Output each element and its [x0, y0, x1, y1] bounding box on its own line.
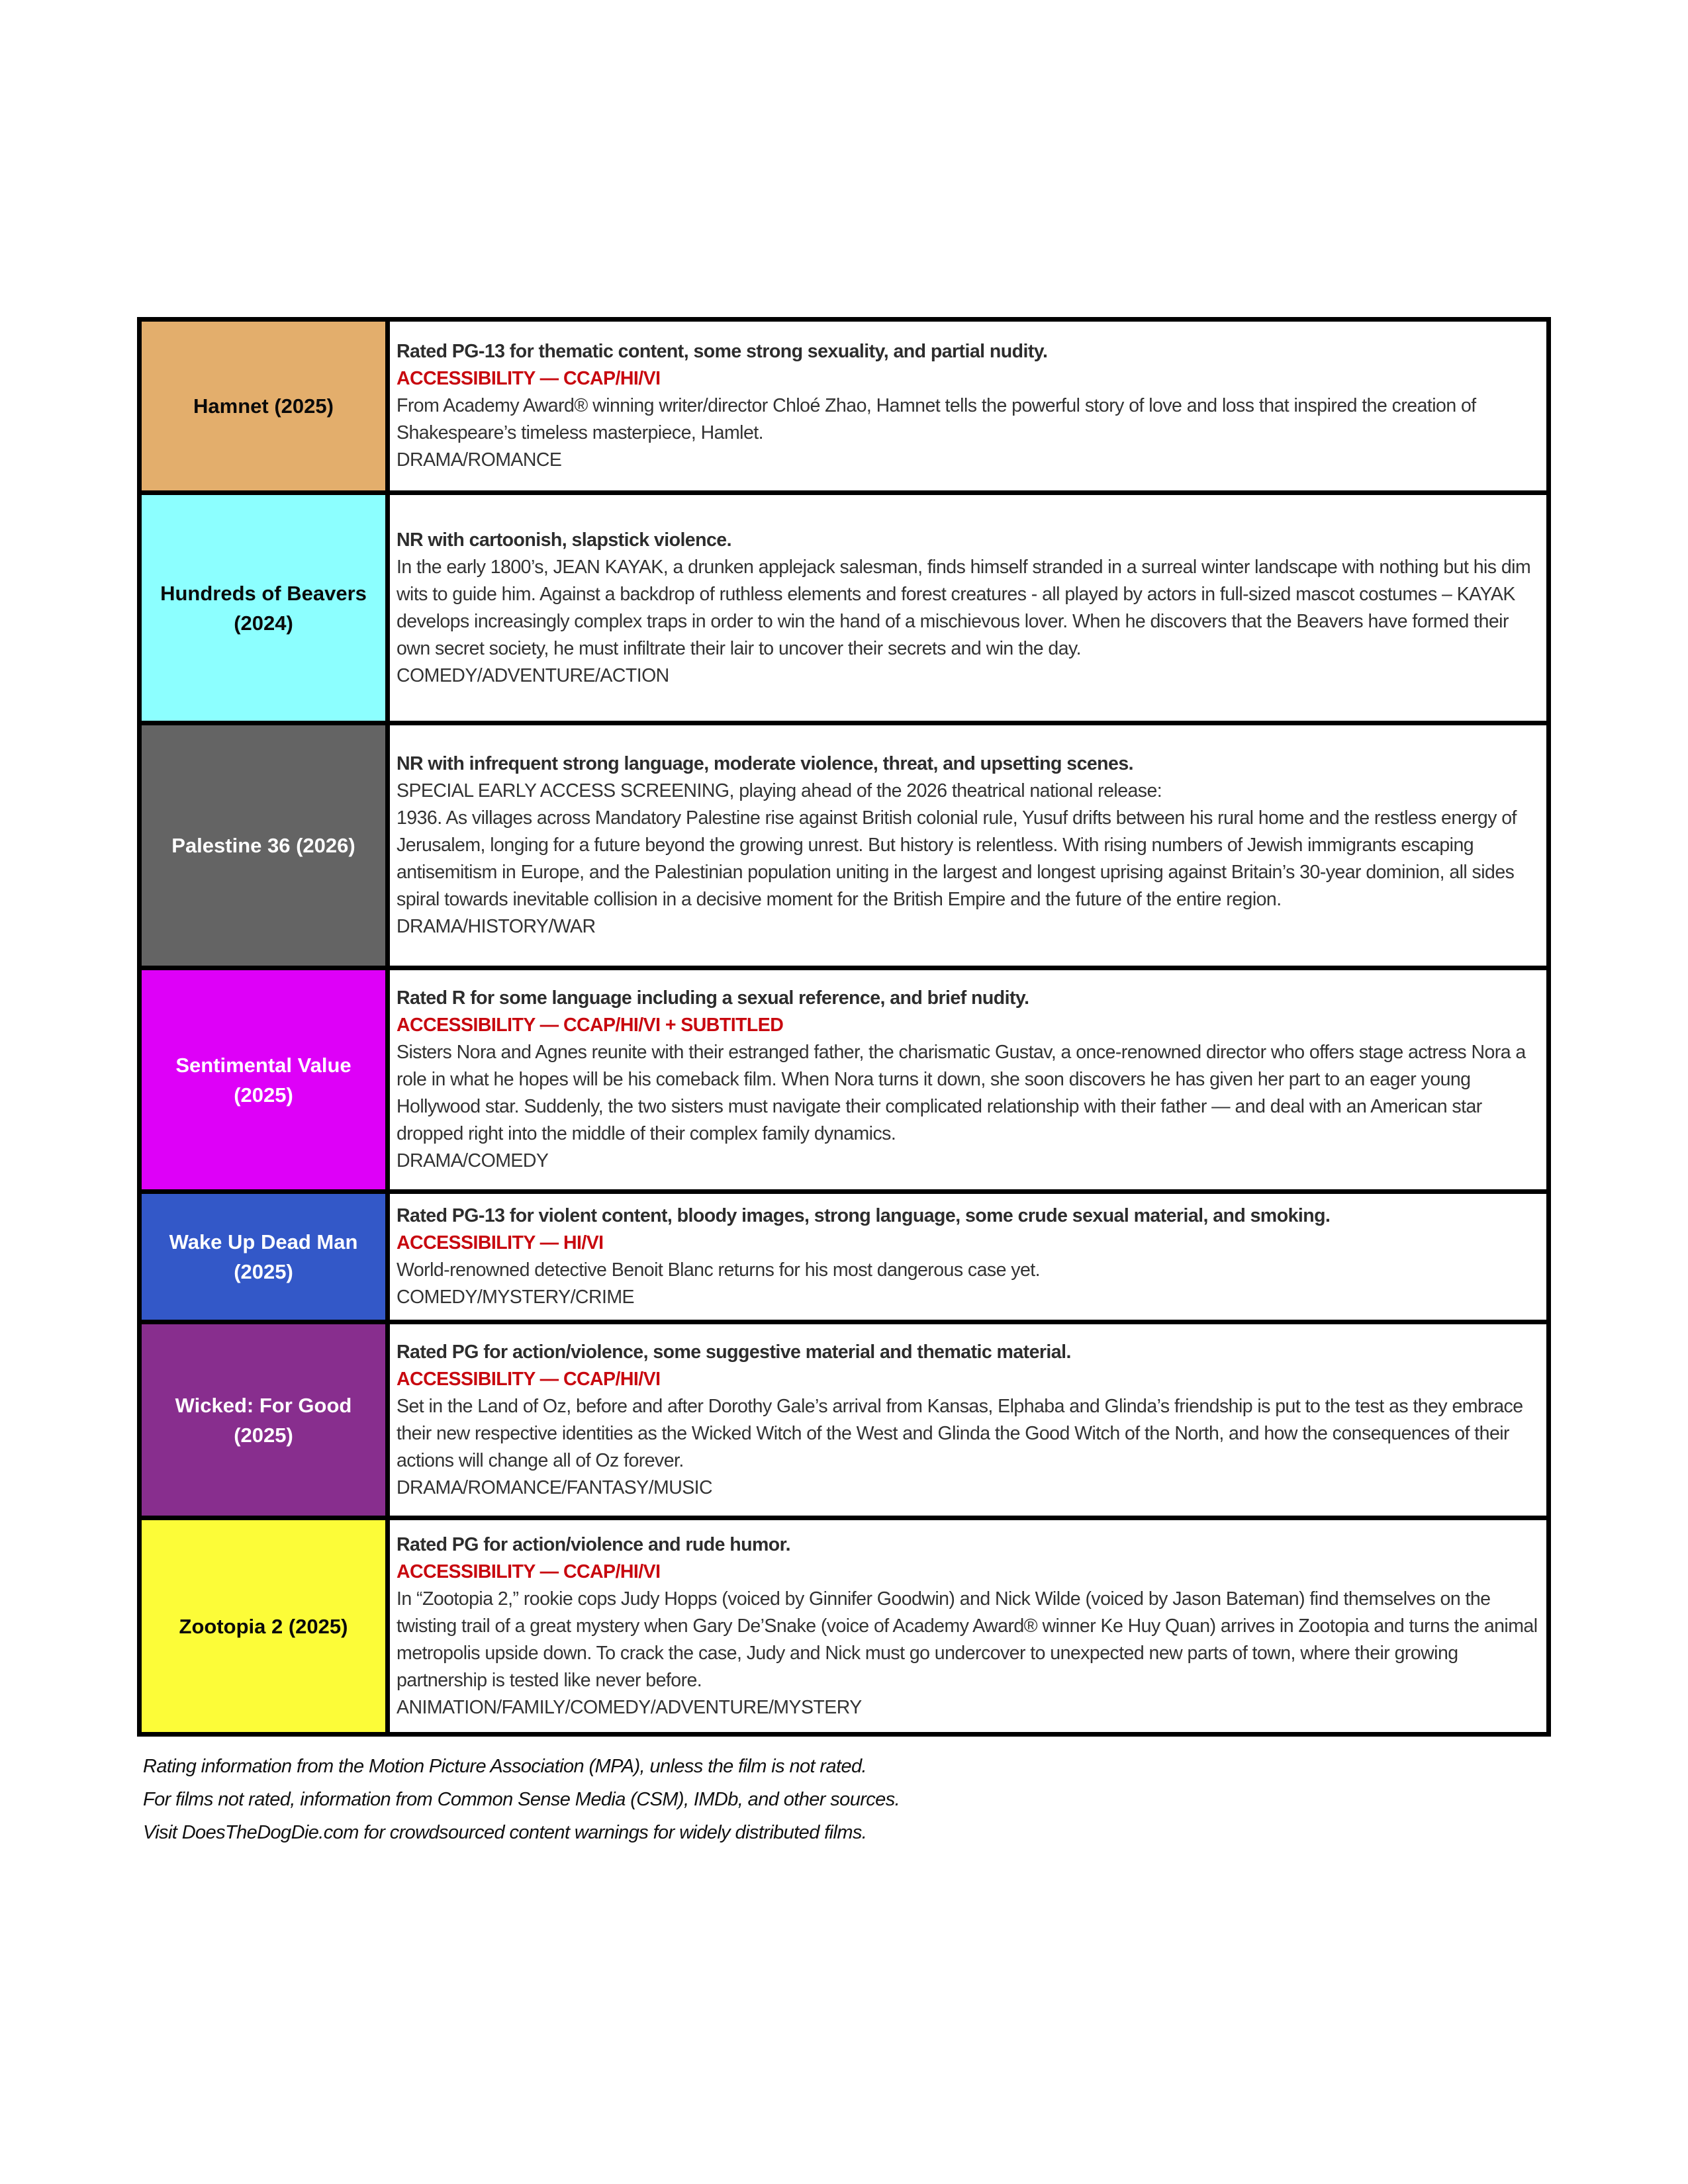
film-rating: Rated R for some language including a sexual reference, and brief nudity.: [397, 987, 1029, 1009]
footnote-line-mpa: Rating information from the Motion Picture Association (MPA), unless the film is not rated.: [143, 1756, 867, 1777]
film-title: Zootopia 2 (2025): [179, 1614, 348, 1638]
film-title-cell: [142, 1324, 390, 1516]
film-genres: DRAMA/ROMANCE: [397, 449, 562, 471]
film-title-line: (2024): [234, 611, 293, 635]
film-accessibility: ACCESSIBILITY — HI/VI: [397, 1232, 604, 1253]
film-title-cell: [142, 1194, 390, 1320]
film-row-palestine-36: [142, 721, 1546, 966]
film-details: [390, 1324, 1546, 1516]
film-title: Hamnet (2025): [193, 394, 334, 418]
film-title-line: Hundreds of Beavers: [160, 581, 367, 605]
film-row-hamnet: [142, 322, 1546, 490]
film-row-wake-up-dead-man: [142, 1189, 1546, 1320]
film-rating: Rated PG for action/violence and rude humor.: [397, 1533, 790, 1555]
film-title-cell: [142, 1520, 390, 1732]
film-genres: DRAMA/HISTORY/WAR: [397, 916, 596, 937]
film-details: [390, 725, 1546, 966]
film-rating: NR with infrequent strong language, moderate violence, threat, and upsetting scenes.: [397, 753, 1133, 774]
film-genres: ANIMATION/FAMILY/COMEDY/ADVENTURE/MYSTERY: [397, 1696, 862, 1718]
film-row-zootopia-2: [142, 1516, 1546, 1732]
film-description: Set in the Land of Oz, before and after Dorothy Gale’s arrival from Kansas, Elphaba and Glinda’s friendship is put to the test as they embrace their new respective identities as the Wicked Witch of the West and Glinda the Good Witch of the North, and how the consequences of their actions will change all of Oz forever.: [397, 1395, 1523, 1471]
film-title-line: Sentimental Value: [175, 1053, 352, 1077]
film-rating: Rated PG-13 for thematic content, some strong sexuality, and partial nudity.: [397, 341, 1048, 362]
film-row-hundreds-of-beavers: [142, 490, 1546, 721]
film-description: World-renowned detective Benoit Blanc returns for his most dangerous case yet.: [397, 1259, 1041, 1281]
film-accessibility: ACCESSIBILITY — CCAP/HI/VI + SUBTITLED: [397, 1015, 784, 1036]
film-row-wicked-for-good: [142, 1320, 1546, 1516]
film-title-line: (2025): [234, 1423, 293, 1447]
film-screening-note: SPECIAL EARLY ACCESS SCREENING, playing ahead of the 2026 theatrical national release:: [397, 780, 1162, 801]
film-details: [390, 1520, 1546, 1732]
film-description: 1936. As villages across Mandatory Palestine rise against British colonial rule, Yusuf drifts between his rural home and the restless energy of Jerusalem, longing for a future beyond the growing unrest. But history is relentless. With rising numbers of Jewish immigrants escaping antisemitism in Europe, and the Palestinian population uniting in the largest and longest uprising against Britain’s 30-year dominion, all sides spiral towards inevitable collision in a decisive moment for the British Empire and the future of the entire region.: [397, 807, 1517, 910]
film-title-cell: [142, 725, 390, 966]
sources-footnote: [143, 1750, 900, 1849]
film-description: In the early 1800’s, JEAN KAYAK, a drunken applejack salesman, finds himself stranded in a surreal winter landscape with nothing but his dim wits to guide him. Against a backdrop of ruthless elements and forest creatures - all played by actors in full-sized mascot costumes – KAYAK develops increasingly complex traps in order to win the hand of a mischievous lover. When he discovers that the Beavers have formed their own secret society, he must infiltrate their lair to uncover their secrets and win the day.: [397, 556, 1531, 659]
film-title-cell: [142, 495, 390, 721]
film-rating: NR with cartoonish, slapstick violence.: [397, 529, 731, 551]
film-details: [390, 322, 1546, 490]
film-description: Sisters Nora and Agnes reunite with their estranged father, the charismatic Gustav, a once-renowned director who offers stage actress Nora a role in what he hopes will be his comeback film. When Nora turns it down, she soon discovers he has given her part to an eager young Hollywood star. Suddenly, the two sisters must navigate their complicated relationship with their father — and deal with an American star dropped right into the middle of their complex family dynamics.: [397, 1042, 1526, 1144]
film-description: From Academy Award® winning writer/director Chloé Zhao, Hamnet tells the powerful story of love and loss that inspired the creation of Shakespeare’s timeless masterpiece, Hamlet.: [397, 395, 1476, 443]
film-details: [390, 495, 1546, 721]
film-accessibility: ACCESSIBILITY — CCAP/HI/VI: [397, 368, 661, 389]
film-genres: COMEDY/ADVENTURE/ACTION: [397, 664, 669, 686]
film-details: [390, 970, 1546, 1189]
films-table: [137, 317, 1551, 1737]
film-title-line: Wicked: For Good: [175, 1393, 352, 1417]
footnote-line-dtdd: Visit DoesTheDogDie.com for crowdsourced content warnings for widely distributed films.: [143, 1822, 867, 1843]
film-genres: DRAMA/COMEDY: [397, 1150, 549, 1171]
film-row-sentimental-value: [142, 966, 1546, 1189]
film-rating: Rated PG for action/violence, some suggestive material and thematic material.: [397, 1341, 1071, 1363]
film-title-line: Wake Up Dead Man: [169, 1230, 358, 1253]
film-title-line: (2025): [234, 1260, 293, 1283]
film-title: Palestine 36 (2026): [171, 834, 355, 857]
film-title-line: (2025): [234, 1083, 293, 1107]
film-title-cell: [142, 322, 390, 490]
film-accessibility: ACCESSIBILITY — CCAP/HI/VI: [397, 1368, 661, 1390]
film-rating: Rated PG-13 for violent content, bloody images, strong language, some crude sexual material, and smoking.: [397, 1205, 1331, 1226]
film-genres: COMEDY/MYSTERY/CRIME: [397, 1287, 635, 1308]
film-title-cell: [142, 970, 390, 1189]
film-accessibility: ACCESSIBILITY — CCAP/HI/VI: [397, 1561, 661, 1582]
film-genres: DRAMA/ROMANCE/FANTASY/MUSIC: [397, 1477, 713, 1498]
film-details: [390, 1194, 1546, 1320]
film-description: In “Zootopia 2,” rookie cops Judy Hopps (voiced by Ginnifer Goodwin) and Nick Wilde (voiced by Jason Bateman) find themselves on the twisting trail of a great mystery when Gary De’Snake (voice of Academy Award® winner Ke Huy Quan) arrives in Zootopia and turns the animal metropolis upside down. To crack the case, Judy and Nick must go undercover to unexpected new parts of town, where their growing partnership is tested like never before.: [397, 1588, 1538, 1691]
footnote-line-csm: For films not rated, information from Common Sense Media (CSM), IMDb, and other sources.: [143, 1789, 900, 1810]
